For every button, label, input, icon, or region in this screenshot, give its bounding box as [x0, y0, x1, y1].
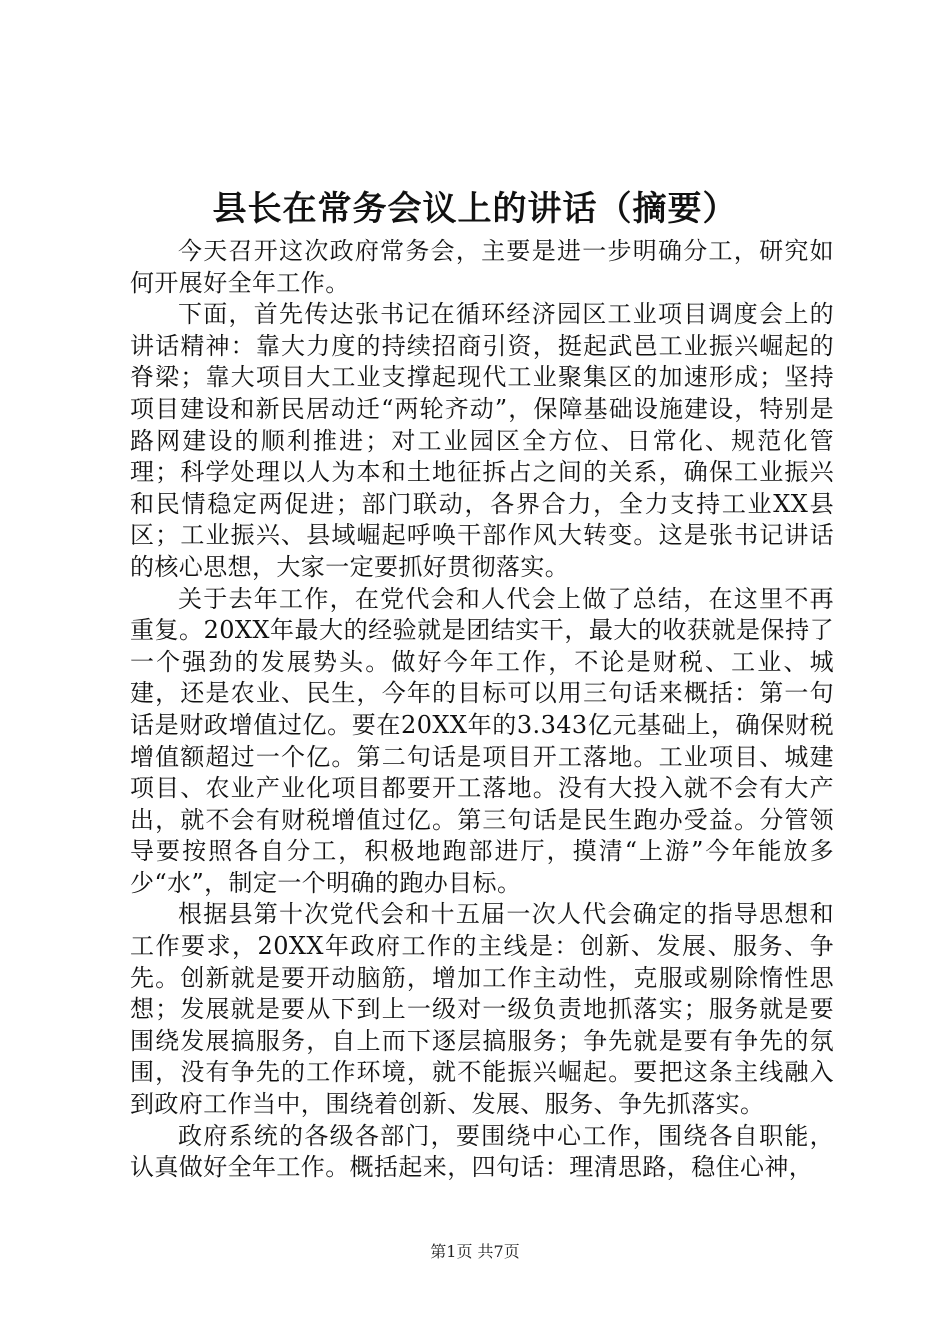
paragraph: 关于去年工作，在党代会和人代会上做了总结，在这里不再重复。20XX年最大的经验就是团结实干，最大的收获就是保持了一个强劲的发展势头。做好今年工作，不论是财税、工业、城建，还是农业、民生，今年的目标可以用三句话来概括：第一句话是财政增值过亿。要在20XX年的3.343亿元基础上，确保财税增值额超过一个亿。第二句话是项目开工落地。工业项目、城建项目、农业产业化项目都要开工落地。没有大投入就不会有大产出，就不会有财税增值过亿。第三句话是民生跑办受益。分管领导要按照各自分工，积极地跑部进厅，摸清“上游”今年能放多少“水”，制定一个明确的跑办目标。 [130, 584, 834, 897]
paragraph: 下面，首先传达张书记在循环经济园区工业项目调度会上的讲话精神：靠大力度的持续招商引资，挺起武邑工业振兴崛起的脊梁；靠大项目大工业支撑起现代工业聚集区的加速形成；坚持项目建设和新民居动迁“两轮齐动”，保障基础设施建设，特别是路网建设的顺利推进；对工业园区全方位、日常化、规范化管理；科学处理以人为本和土地征拆占之间的关系，确保工业振兴和民情稳定两促进；部门联动，各界合力，全力支持工业XX县区；工业振兴、县域崛起呼唤干部作风大转变。这是张书记讲话的核心思想，大家一定要抓好贯彻落实。 [130, 300, 834, 581]
paragraph: 今天召开这次政府常务会，主要是进一步明确分工，研究如何开展好全年工作。 [130, 237, 834, 297]
paragraph: 根据县第十次党代会和十五届一次人代会确定的指导思想和工作要求，20XX年政府工作的主线是：创新、发展、服务、争先。创新就是要开动脑筋，增加工作主动性，克服或剔除惰性思想；发展就是要从下到上一级对一级负责地抓落实；服务就是要围绕发展搞服务，自上而下逐层搞服务；争先就是要有争先的氛围，没有争先的工作环境，就不能振兴崛起。要把这条主线融入到政府工作当中，围绕着创新、发展、服务、争先抓落实。 [130, 900, 834, 1119]
page-footer: 第1页 共7页 [430, 1242, 520, 1261]
document-body [130, 236, 834, 1184]
paragraph: 政府系统的各级各部门，要围绕中心工作，围绕各自职能，认真做好全年工作。概括起来，四句话：理清思路，稳住心神， [130, 1121, 834, 1182]
document-title: 县长在常务会议上的讲话（摘要） [212, 189, 738, 229]
